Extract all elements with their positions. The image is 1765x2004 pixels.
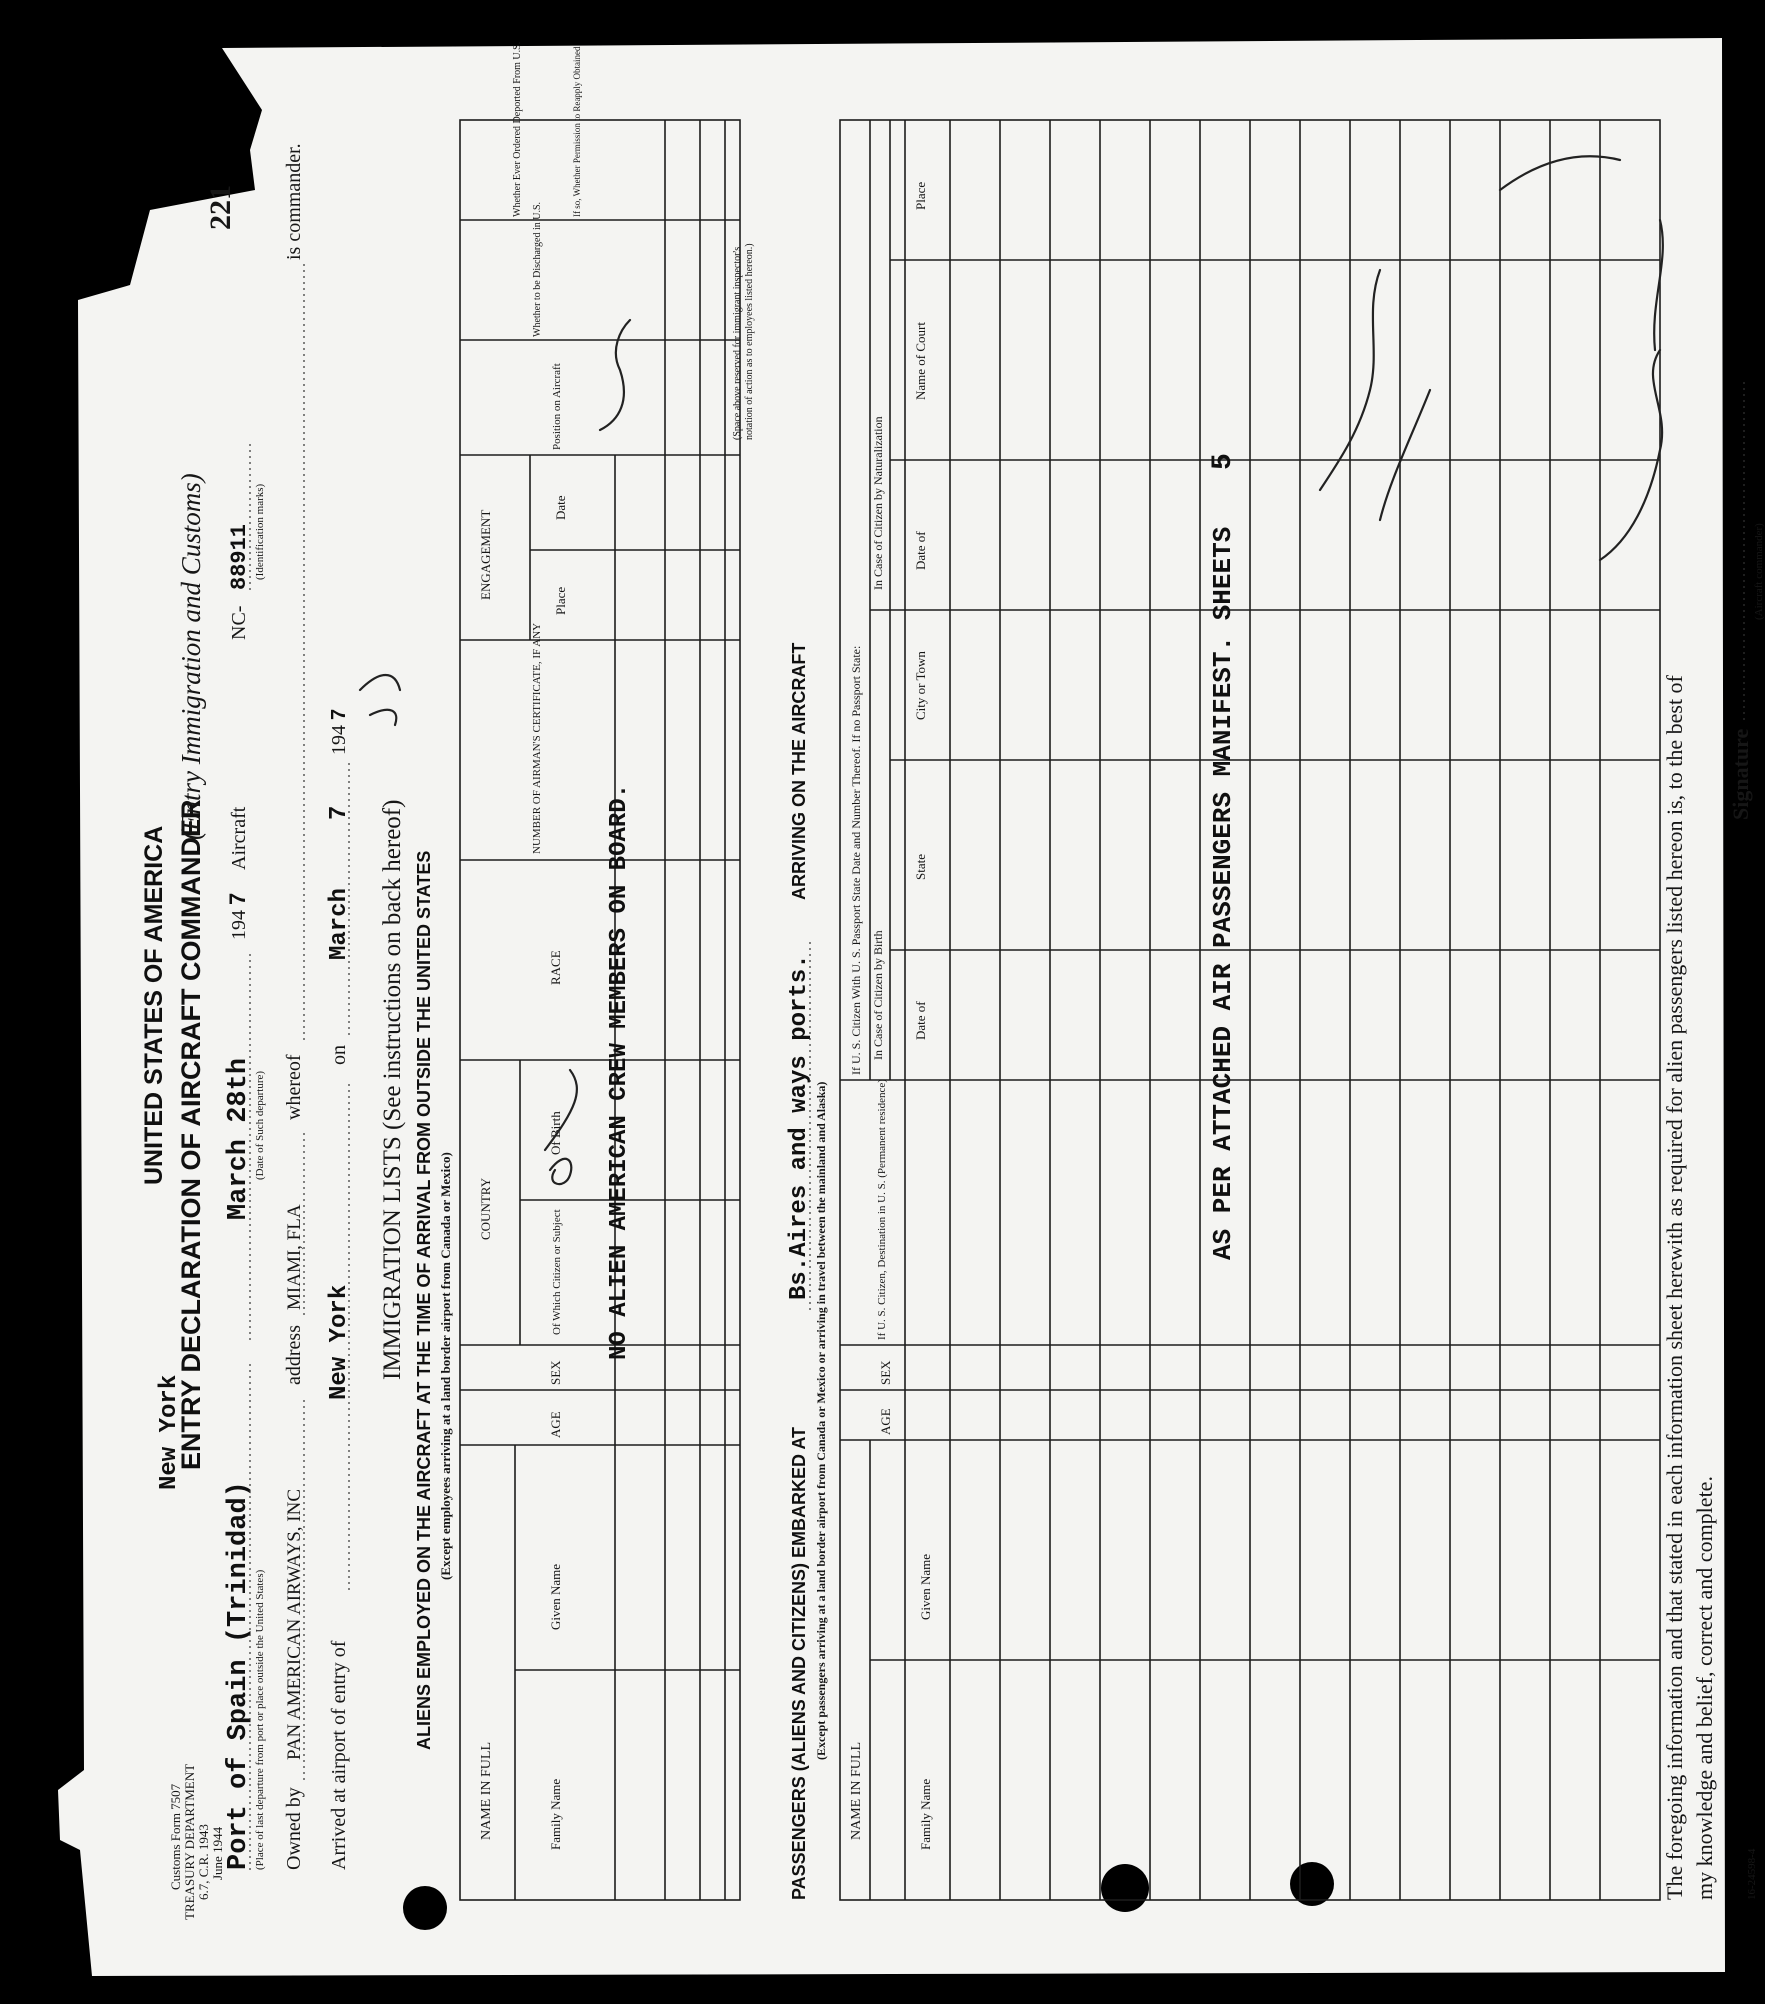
- pass-col-state: State: [913, 854, 928, 880]
- punch-hole: [403, 1886, 447, 1930]
- form-subtitle: (Entry Immigration and Customs): [176, 473, 206, 840]
- crew-col-cert: NUMBER OF AIRMAN'S CERTIFICATE, IF ANY: [531, 622, 543, 854]
- reserved-note-1: (Space above reserved for immigrant inspector's: [732, 246, 743, 440]
- passenger-typed-entry: AS PER ATTACHED AIR PASSENGERS MANIFEST. SHEETS: [1208, 526, 1238, 1260]
- crew-col-name: NAME IN FULL: [479, 1742, 494, 1840]
- form-id-3: 6.7, C.R. 1943: [196, 1824, 211, 1900]
- crew-col-given: Given Name: [548, 1563, 563, 1630]
- embarked-at: Bs.Aires and ways ports.: [786, 954, 813, 1300]
- declaration-line-1: The foregoing information and that stated in each information sheet herewith as required for alien passengers listed hereon is, to the best of: [1662, 675, 1687, 1900]
- pass-col-by-naturalization: In Case of Citizen by Naturalization: [871, 416, 885, 590]
- arrived-label: Arrived at airport of entry of: [328, 1640, 350, 1870]
- crew-note: (Except employees arriving at a land border airport from Canada or Mexico): [438, 1152, 453, 1580]
- form-id-2: TREASURY DEPARTMENT: [182, 1763, 197, 1920]
- crew-col-sex: SEX: [548, 1360, 563, 1385]
- crew-subheading: ALIENS EMPLOYED ON THE AIRCRAFT AT THE TIME OF ARRIVAL FROM OUTSIDE THE UNITED STATES: [414, 850, 434, 1750]
- reserved-note-2: notation of action as to employees listed hereon.): [744, 243, 755, 440]
- crew-col-discharged: Whether to be Discharged in U.S.: [532, 201, 543, 337]
- paper-sheet: [58, 38, 1725, 1976]
- print-code: 16-24598-4: [1746, 1848, 1758, 1900]
- commander-label: is commander.: [283, 143, 305, 260]
- crew-col-race: RACE: [548, 950, 563, 985]
- crew-col-engagement: ENGAGEMENT: [478, 509, 493, 600]
- address-label: address: [283, 1325, 305, 1385]
- port-name: New York: [156, 1374, 183, 1490]
- pass-col-family: Family Name: [918, 1778, 933, 1850]
- arrival-year: 7: [328, 708, 350, 720]
- year-value: 7: [225, 892, 250, 905]
- departure-date: March 28th: [224, 1057, 254, 1220]
- crew-heading: IMMIGRATION LISTS (See instructions on back hereof): [379, 799, 406, 1380]
- passenger-note: (Except passengers arriving at a land border airport from Canada or Mexico or arriving in travel between the mainland and Alaska): [814, 1081, 828, 1760]
- aircraft-label: Aircraft: [228, 806, 250, 870]
- crew-col-position: Position on Aircraft: [551, 363, 563, 450]
- departure-caption: (Place of last departure from port or place outside the United States): [254, 1569, 266, 1870]
- address: MIAMI, FLA: [284, 1204, 305, 1310]
- pass-col-age: AGE: [878, 1408, 893, 1435]
- sheets-count: 5: [1208, 453, 1239, 470]
- pass-col-given: Given Name: [918, 1553, 933, 1620]
- arrival-month: March: [326, 887, 353, 960]
- aircraft-marks-caption: (Identification marks): [254, 483, 266, 580]
- stamp-number: 221: [204, 185, 237, 230]
- on-label: on: [328, 1045, 350, 1065]
- pass-col-by-birth: In Case of Citizen by Birth: [871, 930, 885, 1060]
- punch-hole: [1101, 1864, 1149, 1912]
- arrival-year-prefix: 194: [328, 725, 350, 755]
- form-id-4: June 1944: [210, 1826, 225, 1880]
- arrival-day: 7: [326, 805, 353, 820]
- crew-col-age: AGE: [548, 1411, 563, 1438]
- signature-label: Signature: [1728, 728, 1753, 820]
- crew-col-deported: Whether Ever Ordered Deported From U.S.: [512, 41, 523, 217]
- form-title: ENTRY DECLARATION OF AIRCRAFT COMMANDER: [176, 799, 206, 1470]
- passenger-heading: PASSENGERS (ALIENS AND CITIZENS) EMBARKED AT: [789, 1426, 809, 1900]
- pass-col-name: NAME IN FULL: [849, 1742, 864, 1840]
- pass-col-date-of: Date of: [913, 1001, 928, 1040]
- departure-place: Port of Spain (Trinidad): [224, 1481, 254, 1870]
- crew-col-date: Date: [553, 495, 568, 520]
- date-caption: (Date of Such departure): [254, 1070, 266, 1180]
- form-id-1: Customs Form 7507: [168, 1783, 183, 1890]
- crew-col-birth: Of Birth: [548, 1111, 563, 1155]
- declaration-line-2: my knowledge and belief, correct and complete.: [1692, 1476, 1717, 1900]
- pass-citizen-note: If U. S. Citizen With U. S. Passport State Date and Number Thereof. If no Passport State:: [849, 645, 863, 1075]
- pass-col-place: Place: [913, 181, 928, 210]
- crew-col-country: COUNTRY: [478, 1177, 493, 1240]
- aircraft-marks: 88911: [227, 523, 252, 590]
- crew-col-place: Place: [553, 586, 568, 615]
- year-prefix: 194: [228, 910, 250, 940]
- signature-caption: (Aircraft commander): [1753, 523, 1765, 620]
- owned-by-label: Owned by: [283, 1787, 305, 1870]
- crew-col-family: Family Name: [548, 1778, 563, 1850]
- country-header: UNITED STATES OF AMERICA: [140, 825, 168, 1185]
- crew-typed-entry: NO ALIEN AMERICAN CREW MEMBERS ON BOARD.: [606, 783, 633, 1360]
- owner: PAN AMERICAN AIRWAYS, INC: [284, 1489, 305, 1760]
- pass-col-sex: SEX: [878, 1360, 893, 1385]
- aircraft-prefix: NC-: [228, 605, 250, 640]
- pass-col-destination: If U. S. Citizen, Destination in U. S. (Permanent residence): [876, 1079, 888, 1340]
- whereof-label: whereof: [283, 1054, 305, 1120]
- crew-col-citizen: Of Which Citizen or Subject: [551, 1209, 563, 1335]
- passenger-heading-suffix: ARRIVING ON THE AIRCRAFT: [789, 642, 809, 900]
- pass-col-court: Name of Court: [913, 322, 928, 400]
- pass-col-date-of-2: Date of: [913, 531, 928, 570]
- arrival-port: New York: [326, 1284, 353, 1400]
- crew-col-reapply: If so, Whether Permission to Reapply Obtained: [572, 46, 582, 217]
- pass-col-city: City or Town: [913, 651, 928, 720]
